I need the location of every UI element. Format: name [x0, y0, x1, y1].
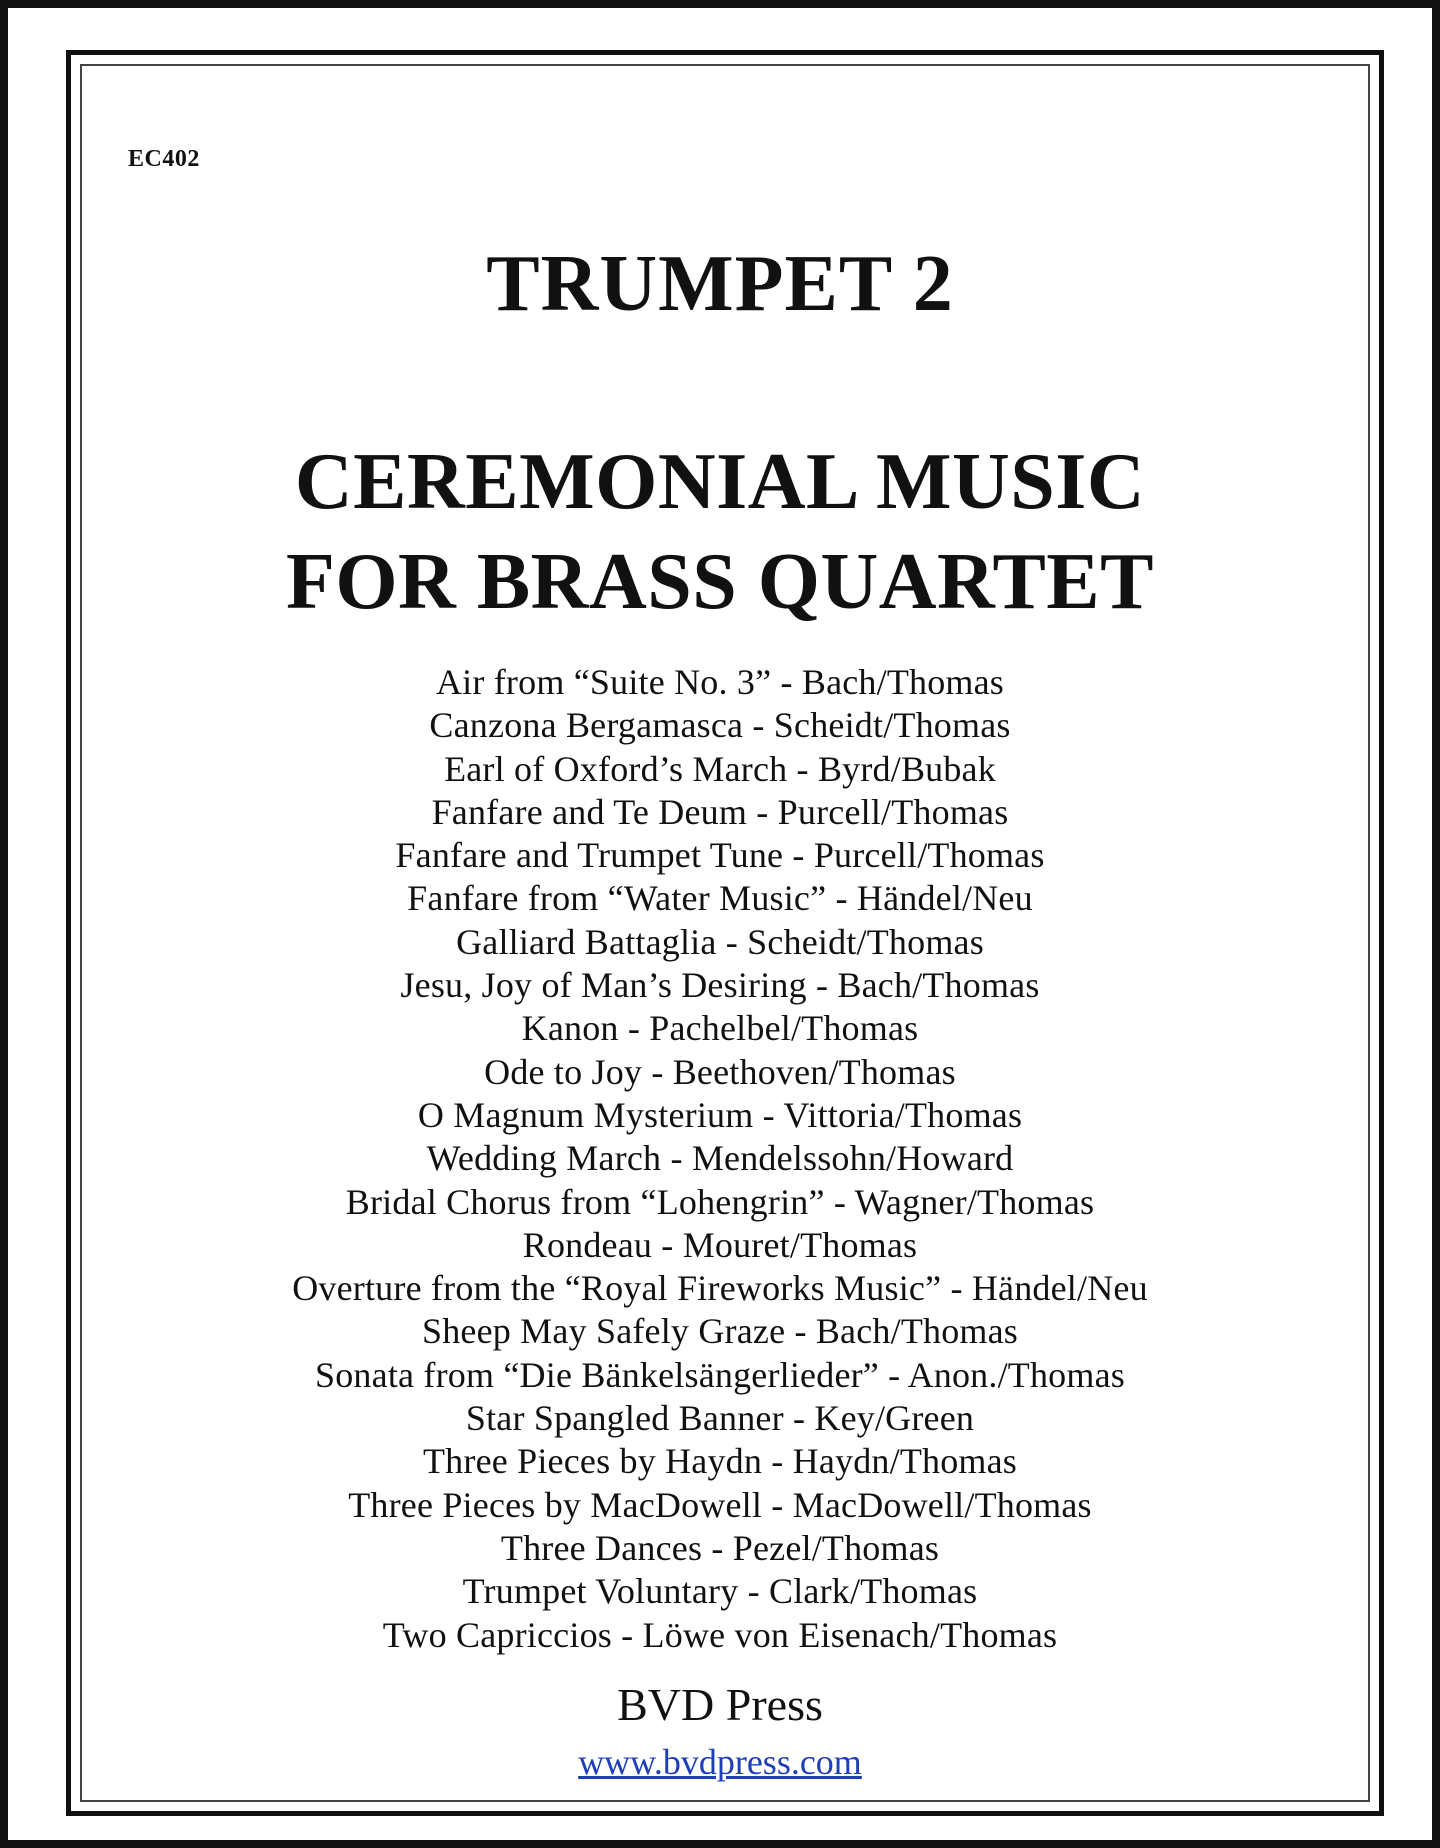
list-item: O Magnum Mysterium - Vittoria/Thomas — [417, 1094, 1023, 1135]
list-item: Earl of Oxford’s March - Byrd/Bubak — [444, 748, 996, 789]
list-item: Galliard Battaglia - Scheidt/Thomas — [456, 921, 984, 962]
main-title-line-1: CEREMONIAL MUSIC — [294, 438, 1146, 526]
contents-list — [0, 661, 1440, 1657]
list-item: Sonata from “Die Bänkelsängerlieder” - Anon./Thomas — [315, 1354, 1125, 1395]
list-item: Two Capriccios - Löwe von Eisenach/Thomas — [382, 1614, 1058, 1655]
website — [0, 1740, 1440, 1784]
list-item: Three Pieces by MacDowell - MacDowell/Thomas — [348, 1484, 1092, 1525]
publisher-name: BVD Press — [617, 1679, 823, 1730]
list-item: Fanfare and Te Deum - Purcell/Thomas — [431, 791, 1009, 832]
list-item: Air from “Suite No. 3” - Bach/Thomas — [435, 662, 1005, 702]
list-item: Three Pieces by Haydn - Haydn/Thomas — [422, 1441, 1018, 1482]
list-item: Jesu, Joy of Man’s Desiring - Bach/Thomas — [400, 965, 1040, 1006]
list-item: Trumpet Voluntary - Clark/Thomas — [462, 1571, 978, 1612]
list-item: Wedding March - Mendelssohn/Howard — [426, 1138, 1014, 1179]
list-item: Three Dances - Pezel/Thomas — [500, 1527, 940, 1568]
list-item: Overture from the “Royal Fireworks Music” - Händel/Neu — [292, 1268, 1148, 1309]
list-item: Fanfare from “Water Music” - Händel/Neu — [407, 878, 1033, 919]
list-item: Sheep May Safely Graze - Bach/Thomas — [422, 1311, 1018, 1352]
list-item: Star Spangled Banner - Key/Green — [465, 1398, 975, 1439]
list-item: Bridal Chorus from “Lohengrin” - Wagner/Thomas — [345, 1181, 1095, 1222]
list-item: Rondeau - Mouret/Thomas — [522, 1224, 918, 1265]
list-item: Kanon - Pachelbel/Thomas — [521, 1008, 919, 1049]
main-title-line-2: FOR BRASS QUARTET — [285, 538, 1155, 626]
list-item: Canzona Bergamasca - Scheidt/Thomas — [429, 705, 1011, 746]
catalog-code: EC402 — [128, 146, 200, 172]
website-link[interactable]: www.bvdpress.com — [578, 1742, 862, 1782]
instrument-title: TRUMPET 2 — [486, 240, 954, 328]
list-item: Ode to Joy - Beethoven/Thomas — [484, 1051, 956, 1092]
list-item: Fanfare and Trumpet Tune - Purcell/Thomas — [395, 835, 1045, 876]
main-title — [0, 432, 1440, 632]
